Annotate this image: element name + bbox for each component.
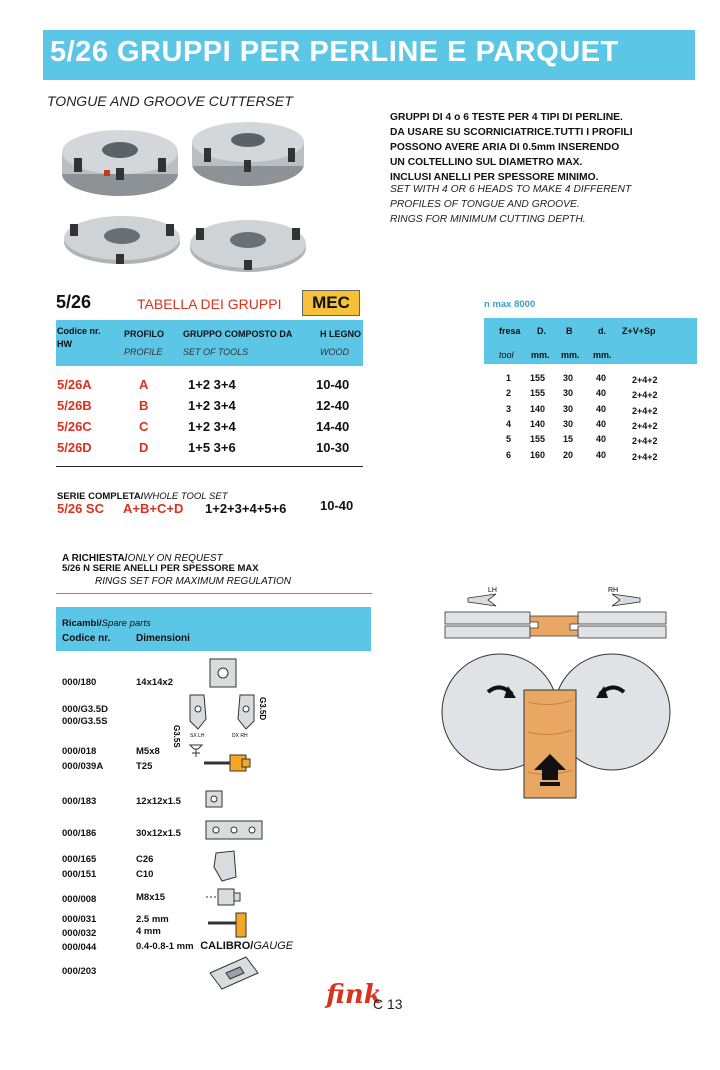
tool-row-n: 5 bbox=[506, 434, 512, 444]
page-subtitle: TONGUE AND GROOVE CUTTERSET bbox=[47, 93, 293, 109]
spare-code: 000/183 bbox=[62, 796, 97, 807]
tool-row-d: 40 bbox=[596, 419, 607, 429]
groups-title: TABELLA DEI GRUPPI bbox=[137, 296, 282, 312]
description-english: SET WITH 4 OR 6 HEADS TO MAKE 4 DIFFERENT PROFILES OF TONGUE AND GROOVE. RINGS FOR MINIMUM CUTTING DEPTH. bbox=[390, 184, 632, 225]
tool-row-D: 155 bbox=[530, 388, 546, 398]
group-row-profile: C bbox=[139, 419, 149, 434]
sx-lh-label: SX LH bbox=[190, 733, 205, 739]
spare-parts-title: Ricambi/Spare parts bbox=[62, 618, 151, 629]
spare-code: 000/G3.5S bbox=[62, 716, 108, 727]
tool-row-d: 40 bbox=[596, 373, 607, 383]
tool-row-z: 2+4+2 bbox=[632, 421, 658, 431]
spare-dim: 14x14x2 bbox=[136, 677, 173, 688]
col-d: d. bbox=[598, 326, 606, 336]
spare-dim: 30x12x1.5 bbox=[136, 828, 181, 839]
groups-table-header bbox=[56, 320, 363, 366]
tool-row-D: 155 bbox=[530, 373, 546, 383]
tool-row-B: 30 bbox=[563, 388, 574, 398]
g35d-label: G3.5D bbox=[258, 697, 267, 721]
spare-code: 000/008 bbox=[62, 894, 97, 905]
spare-code: 000/018 bbox=[62, 746, 97, 757]
groups-code: 5/26 bbox=[56, 292, 92, 312]
spare-dim: 4 mm bbox=[136, 926, 161, 937]
spare-dim: M8x15 bbox=[136, 892, 166, 903]
cutterset-photo bbox=[58, 112, 310, 280]
spare-code: 000/044 bbox=[62, 942, 97, 953]
screw-icon bbox=[190, 745, 202, 757]
spare-dim: C26 bbox=[136, 854, 154, 865]
tool-row-d: 40 bbox=[596, 404, 607, 414]
col-height: H LEGNO bbox=[320, 329, 362, 339]
spare-code: 000/165 bbox=[62, 854, 97, 865]
group-row-code: 5/26D bbox=[57, 440, 92, 455]
tool-row-B: 30 bbox=[563, 419, 574, 429]
group-row-tools: 1+2 3+4 bbox=[188, 377, 236, 392]
long-knife-icon bbox=[206, 821, 262, 839]
gauge-icon bbox=[210, 957, 258, 989]
small-square-icon bbox=[206, 791, 222, 807]
col-B-unit: mm. bbox=[561, 350, 580, 360]
spare-dim: 2.5 mm bbox=[136, 914, 169, 925]
col-code2: HW bbox=[57, 339, 72, 349]
group-row-height: 12-40 bbox=[316, 398, 350, 413]
tool-row-D: 155 bbox=[530, 434, 546, 444]
page-number: C 13 bbox=[373, 996, 403, 1012]
col-group-en: SET OF TOOLS bbox=[183, 347, 249, 357]
complete-tools: 1+2+3+4+5+6 bbox=[205, 501, 287, 516]
complete-height: 10-40 bbox=[320, 498, 354, 513]
group-row-height: 10-40 bbox=[316, 377, 350, 392]
spare-code: 000/032 bbox=[62, 928, 97, 939]
torx-key-icon bbox=[204, 755, 250, 771]
fink-logo: fink bbox=[326, 980, 382, 1010]
tool-row-d: 40 bbox=[596, 450, 607, 460]
complete-code: 5/26 SC bbox=[57, 501, 104, 516]
tool-row-B: 30 bbox=[563, 373, 574, 383]
on-request-line-en: RINGS SET FOR MAXIMUM REGULATION bbox=[95, 576, 291, 587]
tool-row-d: 40 bbox=[596, 388, 607, 398]
tool-row-z: 2+4+2 bbox=[632, 436, 658, 446]
on-request-label: A RICHIESTA/ONLY ON REQUEST bbox=[62, 553, 223, 564]
spare-code: 000/031 bbox=[62, 914, 97, 925]
divider bbox=[56, 466, 363, 467]
tongue-groove-diagram bbox=[440, 582, 672, 802]
divider bbox=[56, 593, 372, 594]
spare-code: 000/151 bbox=[62, 869, 97, 880]
col-group: GRUPPO COMPOSTO DA bbox=[183, 329, 293, 339]
group-row-profile: D bbox=[139, 440, 149, 455]
tools-table-header bbox=[484, 318, 697, 364]
spare-code: 000/G3.5D bbox=[62, 704, 108, 715]
spare-code: 000/203 bbox=[62, 966, 97, 977]
tool-row-B: 30 bbox=[563, 404, 574, 414]
wood-profile bbox=[530, 616, 578, 636]
max-speed: n max 8000 bbox=[484, 299, 536, 310]
group-row-code: 5/26B bbox=[57, 398, 92, 413]
dx-rh-label: DX RH bbox=[232, 733, 248, 739]
spare-dim: 12x12x1.5 bbox=[136, 796, 181, 807]
spare-dim: T25 bbox=[136, 761, 153, 772]
tool-row-z: 2+4+2 bbox=[632, 375, 658, 385]
tool-row-z: 2+4+2 bbox=[632, 406, 658, 416]
on-request-line: 5/26 N SERIE ANELLI PER SPESSORE MAX bbox=[62, 563, 259, 574]
spare-code: 000/039A bbox=[62, 761, 104, 772]
tool-row-z: 2+4+2 bbox=[632, 390, 658, 400]
mec-badge: MEC bbox=[302, 290, 360, 316]
g35s-label: G3.5S bbox=[172, 725, 181, 748]
spare-dim: M5x8 bbox=[136, 746, 160, 757]
rh-arrow-icon bbox=[612, 594, 640, 606]
tool-row-n: 3 bbox=[506, 404, 512, 414]
col-fresa: fresa bbox=[499, 326, 521, 336]
tool-row-D: 140 bbox=[530, 404, 546, 414]
spare-code: 000/180 bbox=[62, 677, 97, 688]
spare-code: 000/186 bbox=[62, 828, 97, 839]
col-profile-en: PROFILE bbox=[124, 347, 163, 357]
group-row-code: 5/26C bbox=[57, 419, 92, 434]
col-tool: tool bbox=[499, 350, 514, 360]
group-row-profile: A bbox=[139, 377, 149, 392]
tool-row-n: 2 bbox=[506, 388, 512, 398]
cutter-head-4 bbox=[190, 220, 306, 272]
spare-col-code: Codice nr. bbox=[62, 633, 111, 644]
tool-row-D: 160 bbox=[530, 450, 546, 460]
cutter-head-2 bbox=[192, 122, 304, 186]
col-D: D. bbox=[537, 326, 546, 336]
tool-row-d: 40 bbox=[596, 434, 607, 444]
bolt-icon bbox=[206, 889, 240, 905]
tool-row-n: 1 bbox=[506, 373, 512, 383]
square-knife-icon bbox=[210, 659, 236, 687]
group-row-tools: 1+2 3+4 bbox=[188, 419, 236, 434]
col-B: B bbox=[566, 326, 573, 336]
cutter-head-1 bbox=[62, 130, 178, 196]
hex-key-icon bbox=[208, 913, 246, 937]
group-row-height: 14-40 bbox=[316, 419, 350, 434]
col-zvsp: Z+V+Sp bbox=[622, 326, 656, 336]
spare-dim: C10 bbox=[136, 869, 154, 880]
tool-row-B: 20 bbox=[563, 450, 574, 460]
spare-parts-drawings bbox=[160, 655, 280, 995]
col-height-en: WOOD bbox=[320, 347, 349, 357]
rh-label: RH bbox=[608, 587, 619, 594]
wood-board bbox=[524, 690, 576, 798]
tool-row-n: 4 bbox=[506, 419, 512, 429]
page-title: 5/26 GRUPPI PER PERLINE E PARQUET bbox=[50, 36, 619, 68]
tool-row-n: 6 bbox=[506, 450, 512, 460]
col-profile: PROFILO bbox=[124, 329, 164, 339]
tool-row-B: 15 bbox=[563, 434, 574, 444]
complete-set-label: SERIE COMPLETA/WHOLE TOOL SET bbox=[57, 491, 228, 502]
description-italian: GRUPPI DI 4 o 6 TESTE PER 4 TIPI DI PERLINE. DA USARE SU SCORNICIATRICE.TUTTI I PROFILI POSSONO AVERE ARIA DI 0.5mm INSERENDO UN COLTELLINO SUL DIAMETRO MAX. INCLUSI ANELLI PER SPESSORE MINIMO. bbox=[390, 112, 633, 183]
group-row-code: 5/26A bbox=[57, 377, 92, 392]
col-D-unit: mm. bbox=[531, 350, 550, 360]
group-row-height: 10-30 bbox=[316, 440, 350, 455]
lh-arrow-icon bbox=[468, 594, 496, 606]
group-row-tools: 1+5 3+6 bbox=[188, 440, 236, 455]
group-row-tools: 1+2 3+4 bbox=[188, 398, 236, 413]
group-row-profile: B bbox=[139, 398, 149, 413]
tool-row-z: 2+4+2 bbox=[632, 452, 658, 462]
col-code: Codice nr. bbox=[57, 326, 101, 336]
col-d-unit: mm. bbox=[593, 350, 612, 360]
clamp-icon bbox=[214, 851, 236, 881]
lh-label: LH bbox=[488, 587, 497, 594]
tool-row-D: 140 bbox=[530, 419, 546, 429]
cutter-head-3 bbox=[64, 216, 180, 264]
complete-profiles: A+B+C+D bbox=[123, 501, 184, 516]
spare-dim: 0.4-0.8-1 mm CALIBRO/GAUGE bbox=[136, 940, 294, 952]
spare-col-dim: Dimensioni bbox=[136, 633, 190, 644]
profile-knife-icon bbox=[172, 695, 267, 748]
